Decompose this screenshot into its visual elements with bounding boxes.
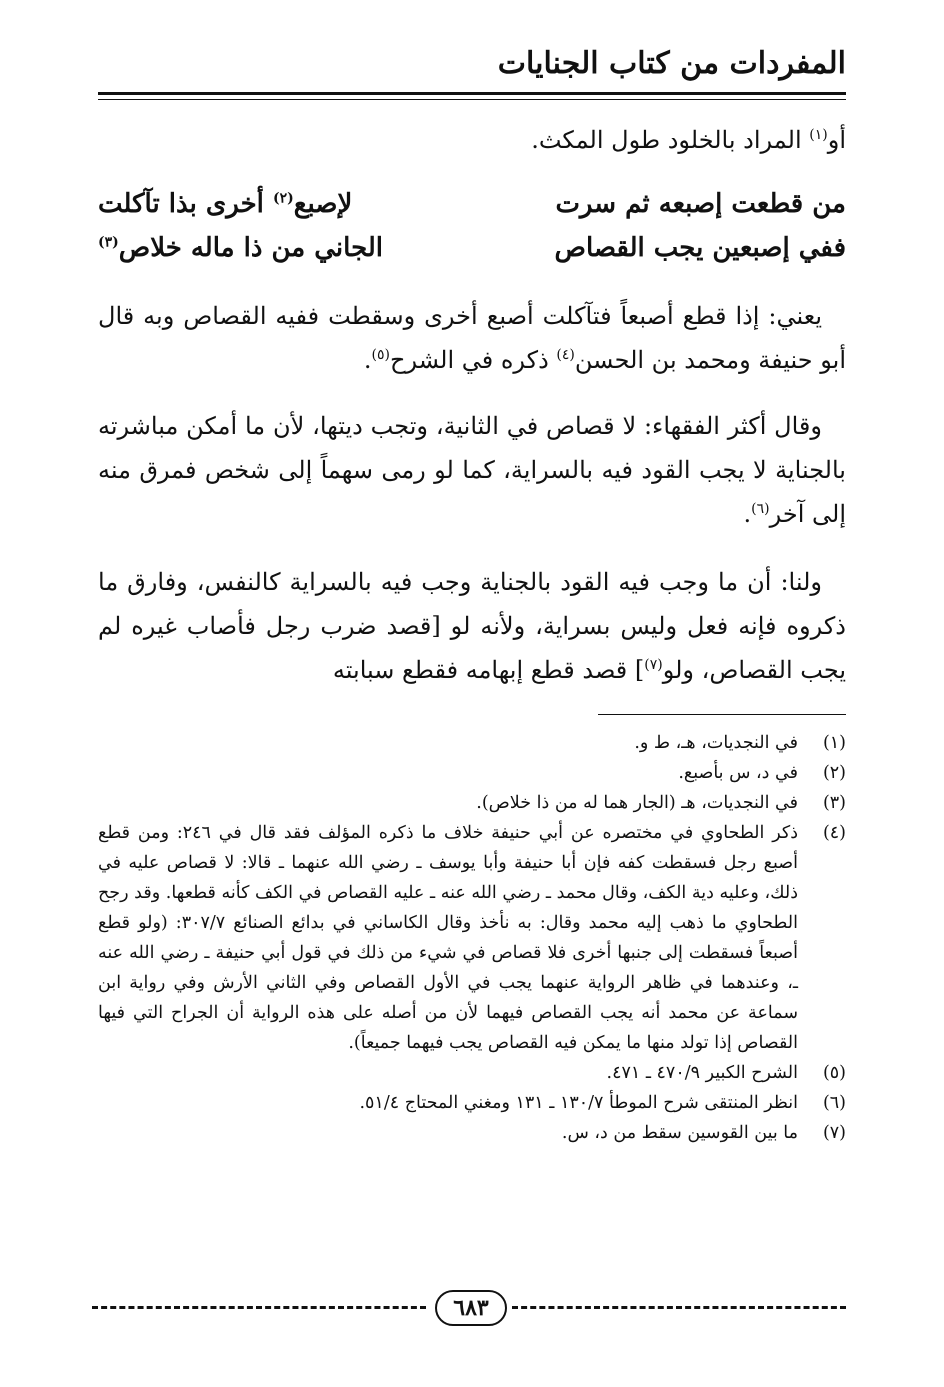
footnote-text: الشرح الكبير ٤٧٠/٩ ـ ٤٧١. [606,1063,798,1083]
footnote [98,758,846,788]
running-header-title: المفردات من كتاب الجنايات [497,46,846,81]
intro-text: المراد بالخلود طول المكث. [531,126,810,154]
page-footer [92,1290,846,1326]
footnote-text: انظر المنتقى شرح الموطأ ١٣٠/٧ ـ ١٣١ ومغني المحتاج ٥١/٤. [359,1093,798,1113]
paragraph-1 [98,294,846,382]
paragraph-text: . [363,346,372,374]
footnote-number: (٢) [822,763,846,783]
footnote-number: (٦) [822,1093,846,1113]
paragraph-2 [98,404,846,536]
footnote-number: (٧) [822,1123,846,1143]
footnote-number: (١) [822,733,846,753]
paragraph-text: ولنا: أن ما وجب فيه القود بالجناية وجب فيه بالسراية كالنفس، وفارق ما ذكروه فإنه فعل وليس بسراية، ولأنه لو [قصد ضرب رجل فأصاب غيره لم يجب القصاص، ولو [98,568,846,684]
verse-1-left-hemistich [98,184,352,224]
paragraph-3 [98,560,846,692]
verse-2-left-hemistich [98,228,383,268]
footnotes [98,728,846,1148]
footnote [98,1118,846,1148]
footnote-ref: (٧) [644,657,663,673]
footnote-number: (٣) [822,793,846,813]
footer-dashed-rule-right [512,1306,846,1309]
footnote-ref: (٦) [751,501,770,517]
verse-2-right-hemistich: ففي إصبعين يجب القصاص [554,233,846,263]
paragraph-text: . [743,500,752,528]
verse-text: الجاني من ذا ماله خلاص [118,233,383,263]
footnote-number: (٥) [822,1063,846,1083]
footnote [98,728,846,758]
verse-text: أخرى بذا تآكلت [98,189,273,219]
footnote-ref: (٤) [556,347,575,363]
paragraph-text: يعني: إذا قطع أصبعاً فتآكلت أصبع أخرى وسقطت ففيه القصاص وبه قال أبو حنيفة ومحمد بن الحسن [98,302,846,374]
footnote-ref: (٥) [371,347,390,363]
page-number: ٦٨٣ [435,1290,507,1326]
footnote-number: (٤) [822,823,846,843]
header-rule-thick [98,92,846,95]
footnote-text: في د، س بأصبع. [678,763,798,783]
intro-line [98,118,846,162]
paragraph-text: وقال أكثر الفقهاء: لا قصاص في الثانية، وتجب ديتها، لأن ما أمكن مباشرته بالجناية لا يجب القود فيه بالسراية، كما لو رمى سهماً إلى شخص فمرق منه إلى آخر [98,412,846,528]
footer-dashed-rule-left [92,1306,426,1309]
header-rule-thin [98,99,846,100]
footnote-ref: (٣) [98,234,119,251]
footnote-text: ما بين القوسين سقط من د، س. [561,1123,798,1143]
footnote-ref: (١) [809,127,828,143]
verse-1-right-hemistich: من قطعت إصبعه ثم سرت [555,189,846,219]
paragraph-text: ذكره في الشرح [390,346,557,374]
footnote-separator [598,714,846,715]
footnote-ref: (٢) [272,190,294,207]
footnote [98,1058,846,1088]
footnote-text: ذكر الطحاوي في مختصره عن أبي حنيفة خلاف ما ذكره المؤلف فقد قال في ٢٤٦: ومن قطع أصبع رجل فسقطت كفه فإن أبا حنيفة وأبا يوسف ـ رضي الله عنهما ـ قالا: لا قصاص عليه في ذلك، وعليه دية الكف، وقال محمد ـ رضي الله عنه ـ عليه القصاص في الكف كأنه قطعها. وقد رجح الطحاوي ما ذهب إليه محمد وقال: به نأخذ وقال الكاساني في بدائع الصنائع ٣٠٧/٧: (ولو قطع أصبعاً فسقطت إلى جنبها أخرى فلا قصاص في شيء من ذلك في قول أبي حنيفة ـ رضي الله عنه ـ، وعندهما في ظاهر الرواية عنهما يجب في الأول القصاص وفي الثاني الأرش وفي رواية ابن سماعة عن محمد أنه يجب القصاص فيهما لأن من أصله على هذه الرواية أن الجراح التي فيها القصاص إذا تولد منها ما يمكن فيه القصاص يجب فيهما جميعاً). [98,823,798,1053]
footnote-text: في النجديات، هـ، ط و. [634,733,798,753]
footnote [98,788,846,818]
intro-text: أو [827,126,846,154]
footnote-text: في النجديات، هـ (الجار هما له من ذا خلاص). [476,793,798,813]
paragraph-text: ] قصد قطع إبهامه فقطع سبابته [332,656,645,684]
footnote [98,1088,846,1118]
footnote [98,818,846,1058]
verse-text: لإصبع [293,189,353,219]
